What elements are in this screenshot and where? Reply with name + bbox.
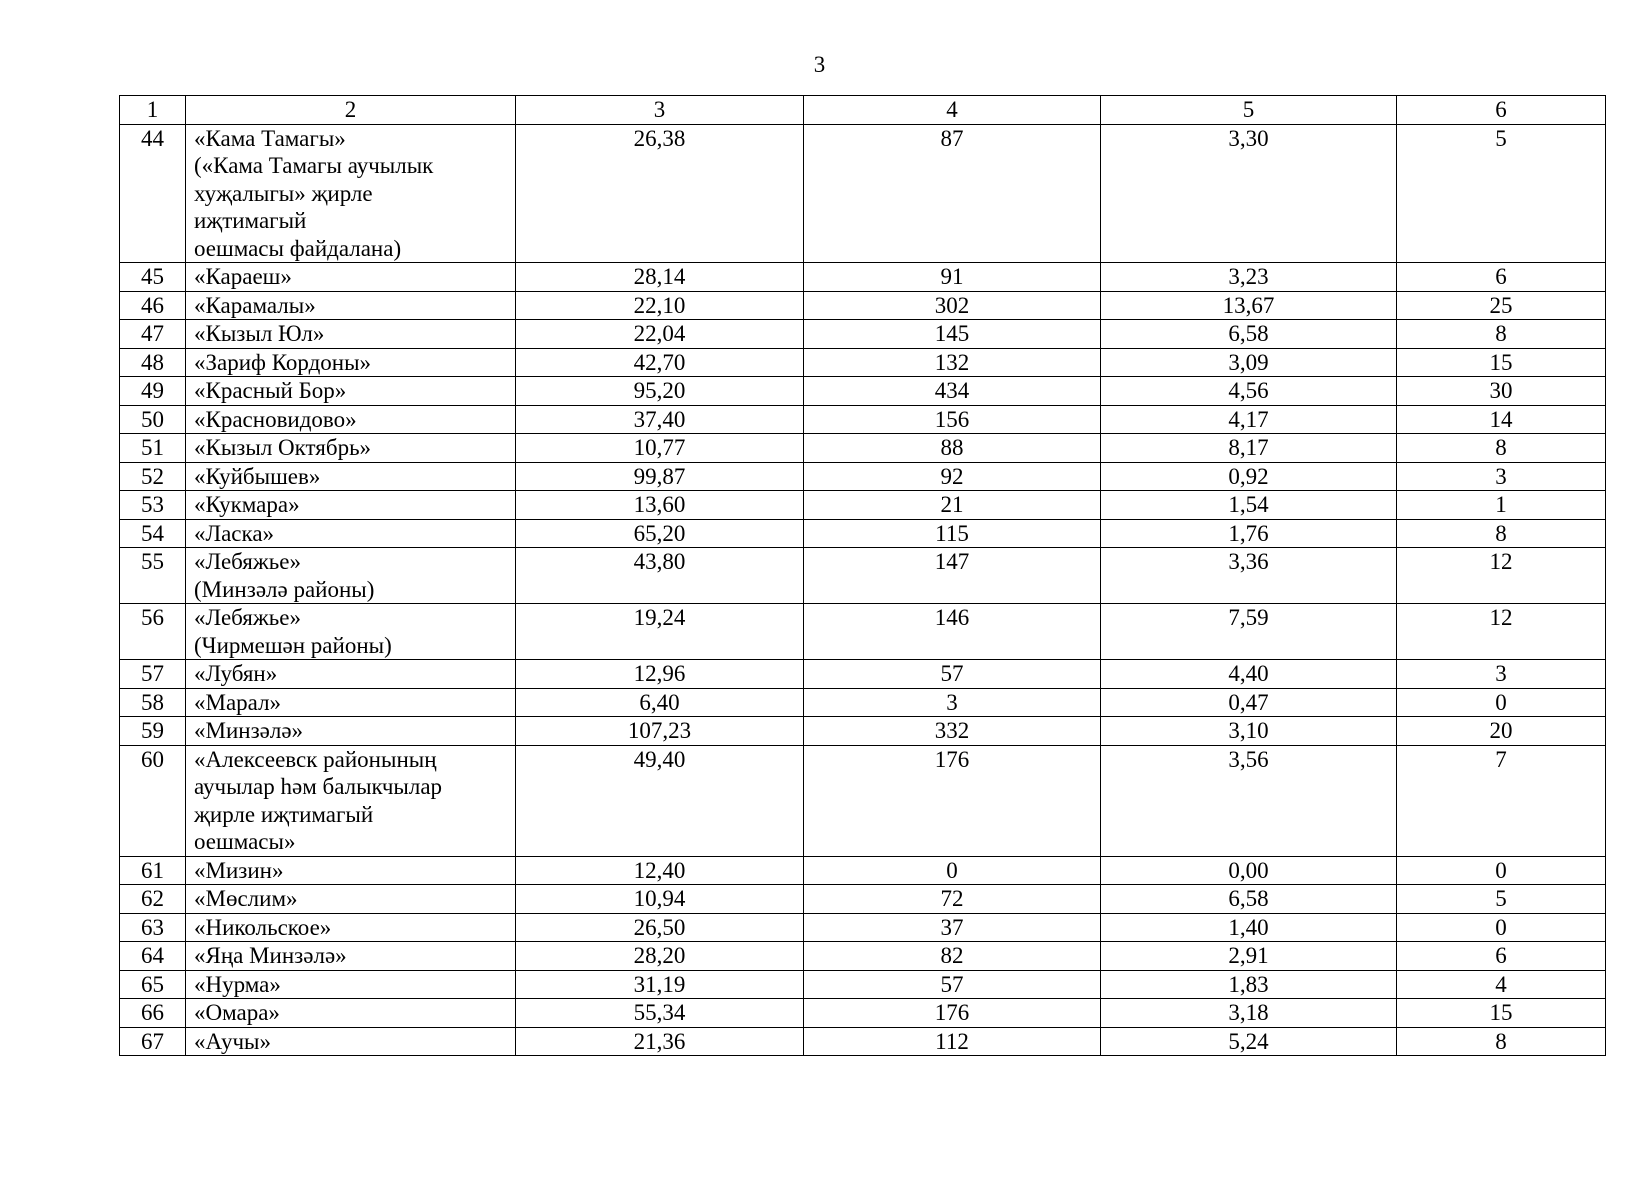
header-cell-4: 4 [804, 96, 1101, 125]
area-value-cell: 19,24 [516, 604, 804, 660]
header-cell-5: 5 [1101, 96, 1397, 125]
table-row [120, 377, 1606, 406]
object-name-line: оешмасы» [194, 829, 296, 854]
object-name-cell [186, 462, 516, 491]
table-row [120, 434, 1606, 463]
object-name-cell [186, 970, 516, 999]
table-row [120, 970, 1606, 999]
density-value-cell: 1,40 [1101, 913, 1397, 942]
density-value-cell: 1,54 [1101, 491, 1397, 520]
table-row [120, 124, 1606, 263]
quota-value-cell: 12 [1397, 548, 1606, 604]
density-value-cell: 1,76 [1101, 519, 1397, 548]
count-value-cell: 88 [804, 434, 1101, 463]
density-value-cell: 8,17 [1101, 434, 1397, 463]
quota-value-cell: 3 [1397, 462, 1606, 491]
table-row [120, 519, 1606, 548]
object-name-cell [186, 491, 516, 520]
count-value-cell: 92 [804, 462, 1101, 491]
count-value-cell: 82 [804, 942, 1101, 971]
object-name-line: «Красновидово» [194, 406, 357, 432]
object-name-line: хуҗалыгы» җирле [194, 180, 373, 206]
density-value-cell: 1,83 [1101, 970, 1397, 999]
area-value-cell: 28,20 [516, 942, 804, 971]
object-name-line: «Яңа Минзәлә» [194, 943, 347, 968]
row-number-cell: 57 [120, 660, 186, 689]
area-value-cell: 28,14 [516, 263, 804, 292]
count-value-cell: 57 [804, 660, 1101, 689]
object-name-line: «Кама Тамагы» [194, 125, 346, 151]
quota-value-cell: 25 [1397, 291, 1606, 320]
density-value-cell: 6,58 [1101, 885, 1397, 914]
object-name-cell [186, 548, 516, 604]
count-value-cell: 91 [804, 263, 1101, 292]
quota-value-cell: 5 [1397, 885, 1606, 914]
quota-value-cell: 8 [1397, 519, 1606, 548]
area-value-cell: 22,10 [516, 291, 804, 320]
area-value-cell: 99,87 [516, 462, 804, 491]
object-name-cell [186, 519, 516, 548]
table-row [120, 942, 1606, 971]
density-value-cell: 4,40 [1101, 660, 1397, 689]
header-cell-3: 3 [516, 96, 804, 125]
row-number-cell: 51 [120, 434, 186, 463]
density-value-cell: 3,56 [1101, 745, 1397, 856]
count-value-cell: 37 [804, 913, 1101, 942]
density-value-cell: 4,17 [1101, 405, 1397, 434]
count-value-cell: 147 [804, 548, 1101, 604]
density-value-cell: 3,23 [1101, 263, 1397, 292]
quota-value-cell: 4 [1397, 970, 1606, 999]
object-name-cell [186, 688, 516, 717]
count-value-cell: 3 [804, 688, 1101, 717]
density-value-cell: 0,00 [1101, 856, 1397, 885]
object-name-line: «Нурма» [194, 971, 281, 997]
object-name-cell [186, 942, 516, 971]
count-value-cell: 112 [804, 1027, 1101, 1056]
object-name-line: «Зариф Кордоны» [194, 349, 372, 375]
row-number-cell: 55 [120, 548, 186, 604]
object-name-line: иҗтимагый [194, 208, 307, 233]
table-body [120, 124, 1606, 1056]
object-name-cell [186, 124, 516, 263]
object-name-cell [186, 856, 516, 885]
table-row [120, 885, 1606, 914]
count-value-cell: 57 [804, 970, 1101, 999]
row-number-cell: 53 [120, 491, 186, 520]
area-value-cell: 22,04 [516, 320, 804, 349]
object-name-line: оешмасы файдалана) [194, 235, 402, 261]
row-number-cell: 44 [120, 124, 186, 263]
row-number-cell: 67 [120, 1027, 186, 1056]
area-value-cell: 31,19 [516, 970, 804, 999]
table-row [120, 717, 1606, 746]
area-value-cell: 107,23 [516, 717, 804, 746]
object-name-line: «Кызыл Октябрь» [194, 435, 372, 460]
object-name-cell [186, 291, 516, 320]
count-value-cell: 87 [804, 124, 1101, 263]
object-name-line: «Лебяжье» [194, 549, 301, 574]
area-value-cell: 55,34 [516, 999, 804, 1028]
count-value-cell: 156 [804, 405, 1101, 434]
count-value-cell: 72 [804, 885, 1101, 914]
object-name-cell [186, 1027, 516, 1056]
density-value-cell: 0,47 [1101, 688, 1397, 717]
row-number-cell: 66 [120, 999, 186, 1028]
area-value-cell: 12,40 [516, 856, 804, 885]
count-value-cell: 0 [804, 856, 1101, 885]
area-value-cell: 6,40 [516, 688, 804, 717]
quota-value-cell: 6 [1397, 942, 1606, 971]
row-number-cell: 60 [120, 745, 186, 856]
object-name-cell [186, 885, 516, 914]
density-value-cell: 6,58 [1101, 320, 1397, 349]
row-number-cell: 59 [120, 717, 186, 746]
table-header [120, 96, 1606, 125]
object-name-cell [186, 434, 516, 463]
object-name-cell [186, 913, 516, 942]
quota-value-cell: 0 [1397, 913, 1606, 942]
row-number-cell: 49 [120, 377, 186, 406]
object-name-cell [186, 745, 516, 856]
density-value-cell: 3,18 [1101, 999, 1397, 1028]
object-name-line: (Чирмешән районы) [194, 632, 392, 658]
area-value-cell: 10,94 [516, 885, 804, 914]
density-value-cell: 3,30 [1101, 124, 1397, 263]
table-row [120, 856, 1606, 885]
row-number-cell: 62 [120, 885, 186, 914]
object-name-line: «Лебяжье» [194, 605, 301, 630]
count-value-cell: 434 [804, 377, 1101, 406]
area-value-cell: 12,96 [516, 660, 804, 689]
row-number-cell: 61 [120, 856, 186, 885]
density-value-cell: 3,09 [1101, 348, 1397, 377]
quota-value-cell: 8 [1397, 320, 1606, 349]
object-name-line: «Марал» [194, 689, 282, 715]
count-value-cell: 146 [804, 604, 1101, 660]
count-value-cell: 21 [804, 491, 1101, 520]
quota-value-cell: 0 [1397, 688, 1606, 717]
header-cell-1: 1 [120, 96, 186, 125]
object-name-line: «Минзәлә» [194, 718, 304, 743]
density-value-cell: 7,59 [1101, 604, 1397, 660]
density-value-cell: 0,92 [1101, 462, 1397, 491]
count-value-cell: 115 [804, 519, 1101, 548]
row-number-cell: 54 [120, 519, 186, 548]
table-row [120, 491, 1606, 520]
quota-value-cell: 30 [1397, 377, 1606, 406]
object-name-cell [186, 348, 516, 377]
table-row [120, 291, 1606, 320]
area-value-cell: 10,77 [516, 434, 804, 463]
object-name-line: (Минзәлә районы) [194, 576, 375, 602]
object-name-cell [186, 263, 516, 292]
object-name-cell [186, 604, 516, 660]
object-name-line: «Алексеевск районының [194, 746, 437, 772]
area-value-cell: 43,80 [516, 548, 804, 604]
table-row [120, 348, 1606, 377]
quota-value-cell: 8 [1397, 1027, 1606, 1056]
table-row [120, 660, 1606, 689]
table-row [120, 688, 1606, 717]
density-value-cell: 4,56 [1101, 377, 1397, 406]
object-name-line: «Кукмара» [194, 492, 300, 517]
object-name-cell [186, 717, 516, 746]
table-row [120, 604, 1606, 660]
object-name-line: («Кама Тамагы аучылык [194, 153, 434, 178]
object-name-cell [186, 660, 516, 689]
density-value-cell: 3,10 [1101, 717, 1397, 746]
area-value-cell: 13,60 [516, 491, 804, 520]
table-row [120, 548, 1606, 604]
object-name-line: «Лубян» [194, 661, 278, 686]
quota-value-cell: 0 [1397, 856, 1606, 885]
count-value-cell: 176 [804, 999, 1101, 1028]
row-number-cell: 65 [120, 970, 186, 999]
header-cell-2: 2 [186, 96, 516, 125]
table-row [120, 913, 1606, 942]
density-value-cell: 3,36 [1101, 548, 1397, 604]
row-number-cell: 56 [120, 604, 186, 660]
table-row [120, 320, 1606, 349]
row-number-cell: 48 [120, 348, 186, 377]
row-number-cell: 64 [120, 942, 186, 971]
object-name-line: «Куйбышев» [194, 463, 321, 489]
header-cell-6: 6 [1397, 96, 1606, 125]
table-row [120, 263, 1606, 292]
density-value-cell: 5,24 [1101, 1027, 1397, 1056]
table-row [120, 1027, 1606, 1056]
density-value-cell: 2,91 [1101, 942, 1397, 971]
quota-value-cell: 5 [1397, 124, 1606, 263]
object-name-cell [186, 405, 516, 434]
row-number-cell: 47 [120, 320, 186, 349]
row-number-cell: 52 [120, 462, 186, 491]
area-value-cell: 21,36 [516, 1027, 804, 1056]
data-table [119, 95, 1606, 1056]
count-value-cell: 302 [804, 291, 1101, 320]
table-row [120, 745, 1606, 856]
page-number: 3 [813, 52, 826, 77]
area-value-cell: 49,40 [516, 745, 804, 856]
object-name-line: «Караеш» [194, 264, 292, 289]
quota-value-cell: 14 [1397, 405, 1606, 434]
table-row [120, 999, 1606, 1028]
row-number-cell: 46 [120, 291, 186, 320]
table-row [120, 462, 1606, 491]
table-row [120, 405, 1606, 434]
object-name-line: «Кызыл Юл» [194, 321, 325, 346]
quota-value-cell: 15 [1397, 999, 1606, 1028]
area-value-cell: 26,38 [516, 124, 804, 263]
object-name-cell [186, 377, 516, 406]
area-value-cell: 26,50 [516, 913, 804, 942]
object-name-line: «Мөслим» [194, 886, 298, 911]
count-value-cell: 332 [804, 717, 1101, 746]
quota-value-cell: 1 [1397, 491, 1606, 520]
object-name-line: «Омара» [194, 1000, 280, 1025]
row-number-cell: 45 [120, 263, 186, 292]
row-number-cell: 50 [120, 405, 186, 434]
area-value-cell: 37,40 [516, 405, 804, 434]
object-name-line: «Красный Бор» [194, 378, 347, 403]
quota-value-cell: 7 [1397, 745, 1606, 856]
quota-value-cell: 15 [1397, 348, 1606, 377]
object-name-cell [186, 999, 516, 1028]
area-value-cell: 65,20 [516, 519, 804, 548]
object-name-line: «Никольское» [194, 914, 332, 940]
row-number-cell: 63 [120, 913, 186, 942]
object-name-line: аучылар һәм балыкчылар [194, 774, 443, 799]
object-name-line: «Карамалы» [194, 292, 316, 318]
row-number-cell: 58 [120, 688, 186, 717]
quota-value-cell: 3 [1397, 660, 1606, 689]
object-name-cell [186, 320, 516, 349]
object-name-line: «Мизин» [194, 857, 284, 883]
object-name-line: җирле иҗтимагый [194, 801, 374, 827]
area-value-cell: 42,70 [516, 348, 804, 377]
count-value-cell: 132 [804, 348, 1101, 377]
quota-value-cell: 20 [1397, 717, 1606, 746]
area-value-cell: 95,20 [516, 377, 804, 406]
density-value-cell: 13,67 [1101, 291, 1397, 320]
quota-value-cell: 12 [1397, 604, 1606, 660]
quota-value-cell: 6 [1397, 263, 1606, 292]
object-name-line: «Ласка» [194, 520, 275, 546]
count-value-cell: 176 [804, 745, 1101, 856]
count-value-cell: 145 [804, 320, 1101, 349]
quota-value-cell: 8 [1397, 434, 1606, 463]
object-name-line: «Аучы» [194, 1028, 271, 1054]
